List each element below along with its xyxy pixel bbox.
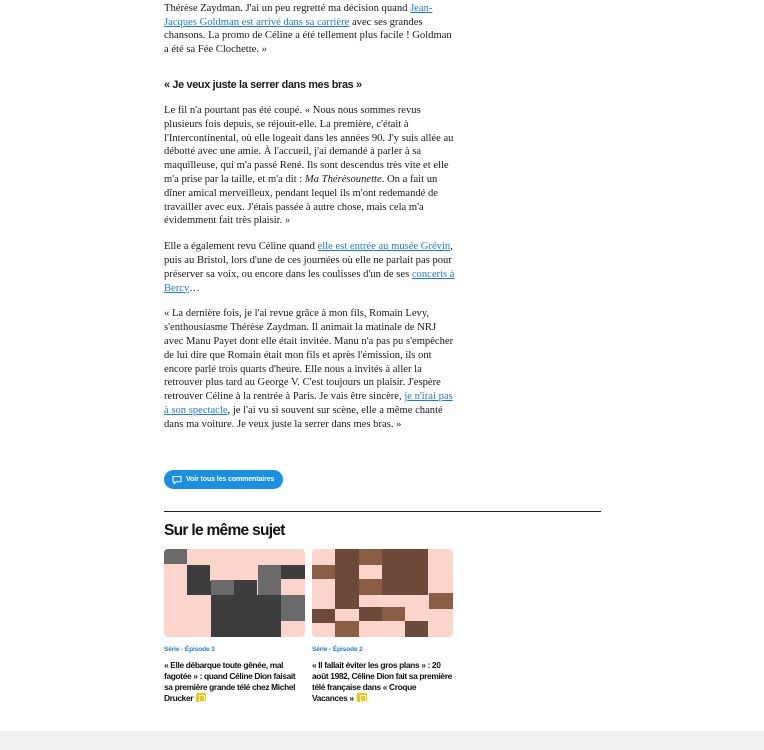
paragraph-3 bbox=[164, 240, 456, 295]
paragraph-text: « La dernière fois, je l'ai revue grâce à mon fils, Romain Levy, s'enthousiasme Thérèse Zaydman. Il animait la matinale de NRJ avec Manu Payet dont elle était invitée. Manu n'a pas pu s'empêcher de lui dire que Romain était mon fils et après l'émission, ils ont encore parlé trois quarts d'heure. Elle nous a invités à aller la retrouver plus tard au George V. C'est toujours un plaisir. J'espère retrouver Céline à la rentrée à Paris. Je vais être sincère, bbox=[164, 308, 454, 403]
emphasis-text: Ma Thérèsounette bbox=[304, 173, 382, 185]
link-concerts-bercy[interactable]: concerts à Bercy bbox=[164, 268, 455, 294]
related-card-1[interactable] bbox=[164, 549, 305, 704]
comment-icon bbox=[172, 475, 182, 485]
subscriber-lock-icon bbox=[196, 693, 206, 702]
paragraph-4 bbox=[164, 307, 456, 431]
headline-text[interactable]: « Elle débarque toute gênée, mal fagotée » : quand Céline Dion faisait sa première grande télé chez Michel Drucker bbox=[164, 660, 296, 703]
paragraph-text: , je l'ai vu si souvent sur scène, elle a même chanté dans ma voiture. Je veux juste la serrer dans mes bras. » bbox=[164, 404, 443, 430]
related-card-1-image[interactable] bbox=[164, 549, 305, 637]
article-body bbox=[164, 0, 456, 444]
headline-text[interactable]: « Il fallait éviter les gros plans » : 20 août 1982, Céline Dion fait sa première télé française dans « Croque Vacances » bbox=[312, 660, 452, 703]
link-musee-grevin[interactable]: elle est entrée au musée Grévin bbox=[317, 241, 451, 253]
view-comments-label: Voir tous les commentaires bbox=[186, 476, 275, 483]
paragraph-text: Thérèse Zaydman. J'ai un peu regretté ma décision quand bbox=[164, 2, 408, 14]
article-subheading: « Je veux juste la serrer dans mes bras » bbox=[164, 78, 362, 91]
related-card-2-headline[interactable] bbox=[312, 660, 453, 704]
paragraph-text: avec ses grandes chansons. La promo de Céline a été tellement plus facile ! Goldman a été sa Fée Clochette. » bbox=[164, 16, 452, 56]
subscriber-lock-icon bbox=[357, 693, 367, 702]
paragraph-2 bbox=[164, 104, 456, 228]
related-card-1-headline[interactable] bbox=[164, 660, 305, 704]
link-spectacle[interactable]: je n'irai pas à son spectacle bbox=[164, 391, 453, 416]
related-section-title: Sur le même sujet bbox=[164, 522, 285, 539]
paragraph-text: Elle a également revu Céline quand bbox=[164, 241, 318, 253]
related-card-2-kicker[interactable]: Série - Épisode 2 bbox=[312, 646, 363, 653]
footer-band bbox=[0, 731, 764, 750]
paragraph-1 bbox=[164, 0, 456, 57]
link-goldman[interactable]: Jean-Jacques Goldman est arrivé dans sa carrière bbox=[164, 2, 433, 28]
related-card-1-kicker[interactable]: Série - Épisode 3 bbox=[164, 646, 215, 653]
related-card-2-image[interactable] bbox=[312, 549, 453, 637]
paragraph-text: … bbox=[189, 282, 200, 294]
paragraph-text: , puis au Bristol, lors d'une de ces journées où elle ne parlait pas pour préserver sa voix, ou encore dans les coulisses d'un de ses bbox=[164, 241, 453, 280]
view-comments-button[interactable] bbox=[164, 470, 283, 489]
paragraph-text: . On a fait un dîner amical merveilleux, pendant lequel ils m'ont redemandé de travailler avec eux. J'étais passée à autre chose, mais cela m'a évidemment fait très plaisir. » bbox=[164, 173, 439, 227]
section-divider bbox=[164, 511, 601, 512]
related-card-2[interactable] bbox=[312, 549, 453, 704]
paragraph-text: Le fil n'a pourtant pas été coupé. « Nous nous sommes revus plusieurs fois depuis, se réjouit-elle. La première, c'était à l'Intercontinental, où elle logeait dans les années 90. J'y suis allée au débotté avec une amie. À l'accueil, j'ai demandé à parler à sa maquilleuse, qui m'a passé René. Ils sont descendus très vite et elle m'a prise par la taille, et m'a dit : bbox=[164, 104, 454, 185]
